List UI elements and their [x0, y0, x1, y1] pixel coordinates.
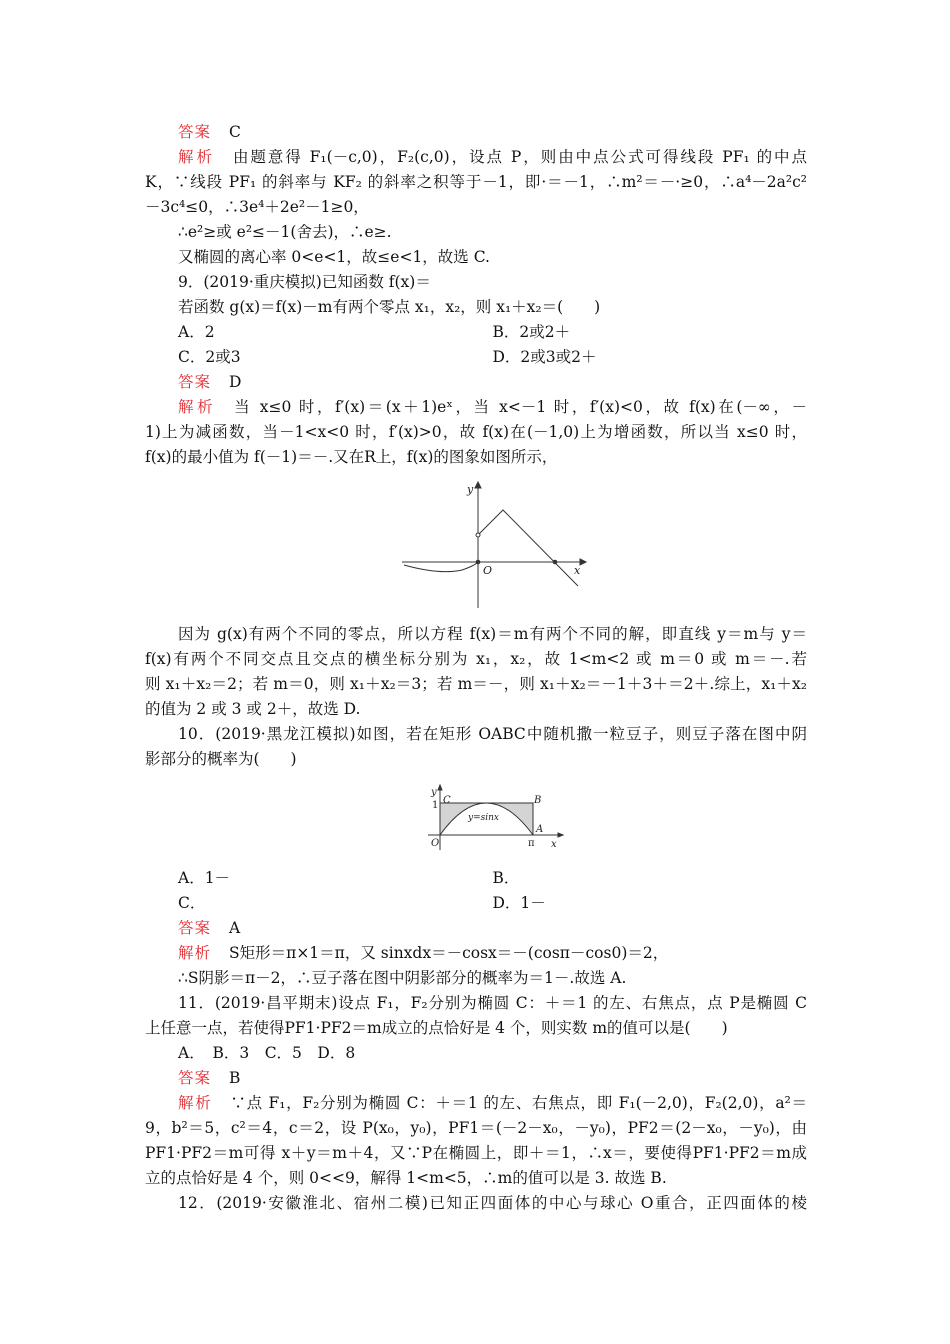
option: D．1－: [492, 894, 546, 912]
point-B: B: [534, 795, 542, 806]
question-stem: 上任意一点，若使得PF1·PF2＝m成立的点恰好是 4 个，则实数 m的值可以是( ): [145, 1019, 728, 1037]
option: B．: [492, 869, 520, 887]
curve-left: [404, 562, 478, 572]
analysis-line-label: 解析: [178, 398, 217, 416]
origin-label: O: [431, 838, 440, 849]
options-row: A． B．3 C．5 D．8: [178, 1044, 356, 1062]
option: A．2: [178, 323, 215, 341]
text-line: 又椭圆的离心率 0<e<1，故≤e<1，故选 C.: [178, 248, 490, 266]
text-line: 9，b²＝5，c²＝4，c＝2，设 P(x₀，y₀)，PF1＝(－2－x₀，－y₀)，PF2＝(2－x₀，－y₀)，由: [145, 1119, 807, 1137]
answer-line: [145, 916, 807, 941]
analysis-line-label: 解析: [178, 148, 215, 166]
answer-line-label: 答案: [178, 373, 212, 391]
text-line: －3c⁴≤0，∴3e⁴＋2e²－1≥0，: [145, 198, 369, 216]
options-row: [145, 320, 807, 345]
analysis-line: [145, 1091, 807, 1116]
analysis-line-label: 解析: [178, 944, 212, 962]
origin-label: O: [483, 564, 493, 577]
document-page: [145, 120, 807, 1216]
analysis-line-label: 解析: [178, 1094, 213, 1112]
question-stem: 11．(2019·昌平期末)设点 F₁，F₂分别为椭圆 C：＋＝1 的左、右焦点，点 P是椭圆 C: [178, 994, 807, 1012]
text-line: PF1·PF2＝m可得 x＋y＝m＋4，又∵P在椭圆上，即＋＝1，∴x＝，要使得PF1·PF2＝m成: [145, 1144, 807, 1162]
question-stem: 若函数 g(x)＝f(x)－m有两个零点 x₁，x₂，则 x₁＋x₂＝( ): [178, 298, 601, 316]
question-stem: 12．(2019·安徽淮北、宿州二模)已知正四面体的中心与球心 O重合，正四面体的棱: [178, 1194, 807, 1212]
x-label: x: [574, 564, 581, 577]
point-A: A: [536, 824, 544, 835]
options-row: [145, 866, 807, 891]
function-graph: [145, 470, 807, 622]
y-label: y: [467, 483, 474, 496]
analysis-line: [145, 145, 807, 170]
y-label: y: [431, 787, 437, 798]
analysis-line-text: 当 x≤0 时，f′(x)＝(x＋1)eˣ，当 x<－1 时，f′(x)<0，故 f(x)在(－∞，－: [234, 398, 807, 416]
option: D．2或3或2＋: [492, 348, 597, 366]
answer-line: [145, 120, 807, 145]
answer-line-label: 答案: [178, 1069, 212, 1087]
question-stem: 影部分的概率为( ): [145, 750, 297, 768]
answer-line-text: B: [229, 1069, 241, 1087]
analysis-line: [145, 395, 807, 420]
answer-line-label: 答案: [178, 123, 212, 141]
answer-line-text: A: [229, 919, 241, 937]
text-line: 则 x₁＋x₂＝2；若 m＝0，则 x₁＋x₂＝3；若 m＝－，则 x₁＋x₂＝－1＋3＋＝2＋.综上，x₁＋x₂: [145, 675, 807, 693]
x-label: x: [551, 839, 557, 850]
point-C: C: [443, 795, 451, 806]
analysis-line-text: S矩形＝π×1＝π，又 sinxdx＝－cosx＝－(cosπ－cos0)＝2，: [229, 944, 669, 962]
rectangle-sine-figure: [145, 772, 807, 866]
options-row: [145, 345, 807, 370]
text-line: 因为 g(x)有两个不同的零点，所以方程 f(x)＝m有两个不同的解，即直线 y＝m与 y＝: [178, 625, 807, 643]
answer-line-text: C: [229, 123, 241, 141]
curve-label: y=sinx: [468, 813, 499, 823]
piecewise-line: [478, 510, 578, 586]
options-row: [145, 891, 807, 916]
analysis-line-text: ∵点 F₁，F₂分别为椭圆 C：＋＝1 的左、右焦点，即 F₁(－2,0)，F₂(2,0)，a²＝: [230, 1094, 807, 1112]
question-stem: 10．(2019·黑龙江模拟)如图，若在矩形 OABC中随机撒一粒豆子，则豆子落在图中阴: [178, 725, 807, 743]
question-stem: 9．(2019·重庆模拟)已知函数 f(x)＝: [178, 273, 431, 291]
text-line: ∴S阴影＝π－2，∴豆子落在图中阴影部分的概率为＝1－.故选 A.: [178, 969, 627, 987]
tick-pi: π: [528, 838, 535, 849]
analysis-line-text: 由题意得 F₁(－c,0)，F₂(c,0)，设点 P，则由中点公式可得线段 PF₁ 的中点: [232, 148, 807, 166]
option: A．1－: [178, 869, 231, 887]
option: C．2或3: [178, 348, 241, 366]
text-line: 的值为 2 或 3 或 2＋，故选 D.: [145, 700, 361, 718]
analysis-line: [145, 941, 807, 966]
option: C．: [178, 894, 206, 912]
text-line: f(x)有两个不同交点且交点的横坐标分别为 x₁，x₂，故 1<m<2 或 m＝0 或 m＝－.若: [145, 650, 807, 668]
answer-line-label: 答案: [178, 919, 212, 937]
text-line: ∴e²≥或 e²≤－1(舍去)，∴e≥.: [178, 223, 392, 241]
answer-line-text: D: [229, 373, 242, 391]
answer-line: [145, 1066, 807, 1091]
option: B．2或2＋: [492, 323, 571, 341]
answer-line: [145, 370, 807, 395]
tick-1: 1: [432, 800, 439, 811]
text-line: 1)上为减函数，当－1<x<0 时，f′(x)>0，故 f(x)在(－1,0)上为增函数，所以当 x≤0 时，: [145, 423, 807, 441]
text-line: 立的点恰好是 4 个，则 0<<9，解得 1<m<5，∴m的值可以是 3. 故选 B.: [145, 1169, 667, 1187]
text-line: f(x)的最小值为 f(－1)＝－.又在R上，f(x)的图象如图所示，: [145, 448, 558, 466]
text-line: K，∵线段 PF₁ 的斜率与 KF₂ 的斜率之积等于－1，即·＝－1，∴m²＝－·≥0，∴a⁴－2a²c²: [145, 173, 807, 191]
